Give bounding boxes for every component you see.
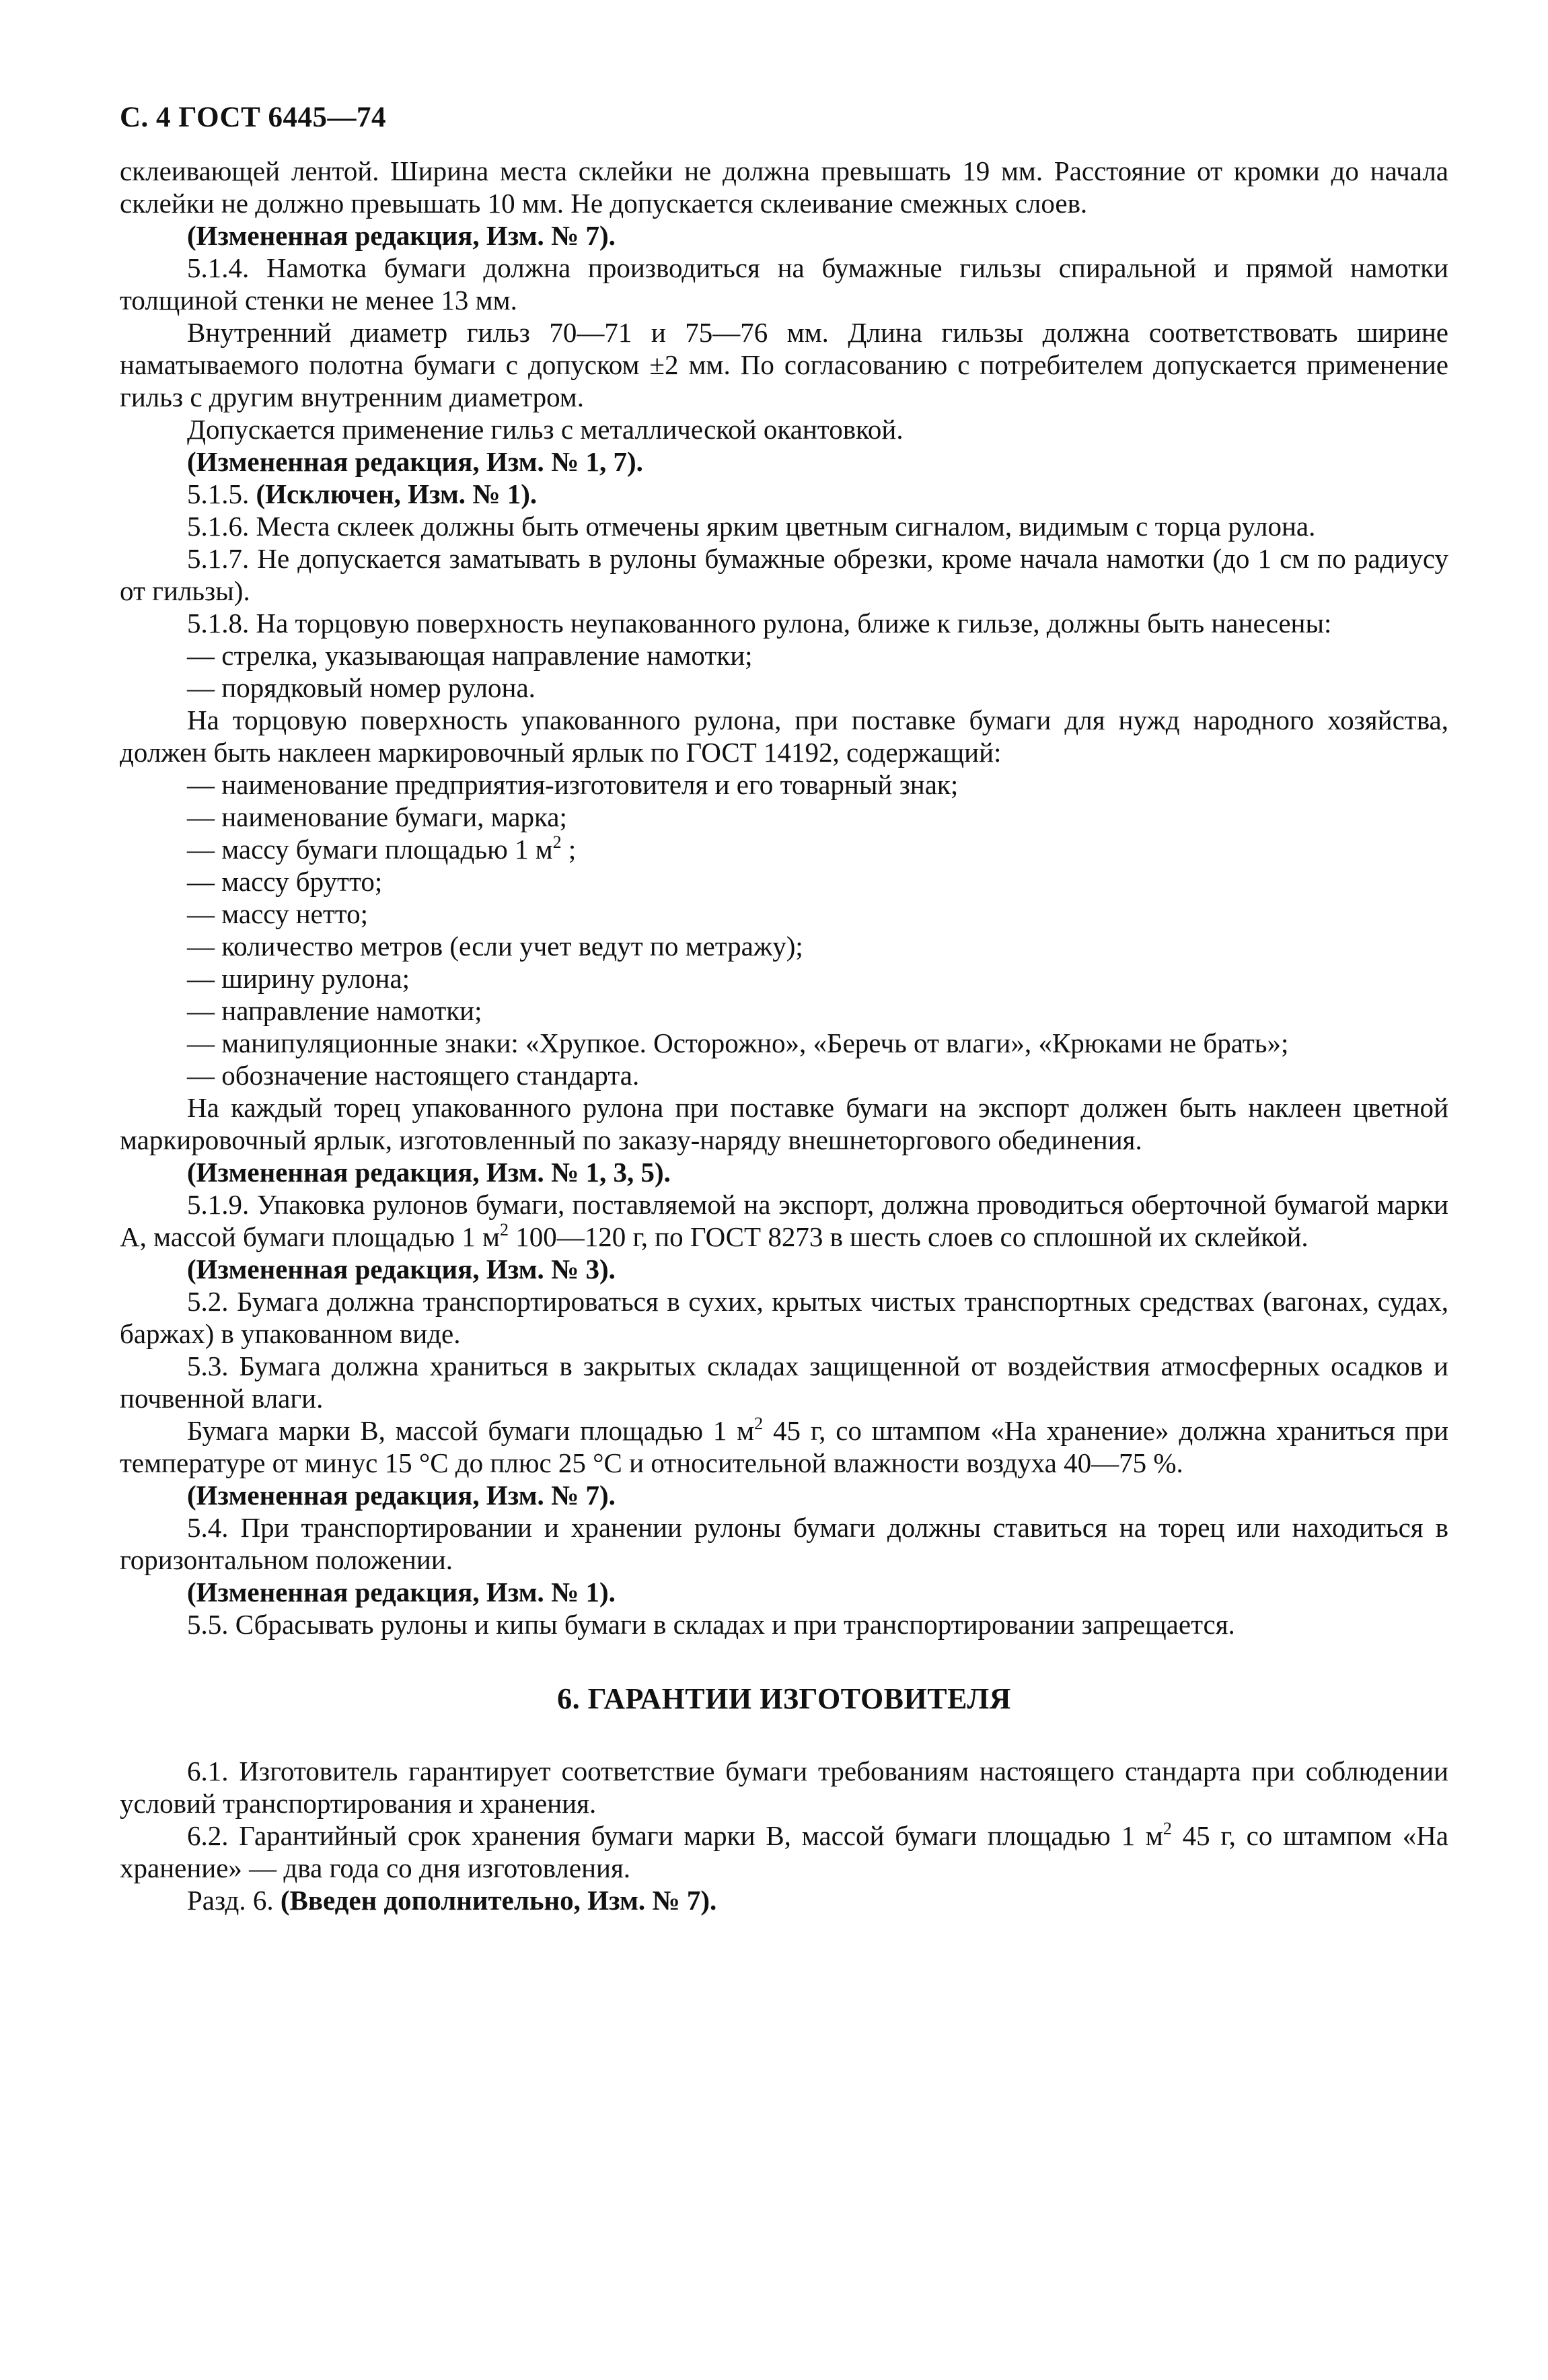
paragraph-5-4: 5.4. При транспортировании и хранении рулоны бумаги должны ставиться на торец или находиться в горизонтальном положении.: [120, 1512, 1448, 1575]
paragraph-text: Бумага марки В, массой бумаги площадью 1 м: [187, 1415, 755, 1446]
paragraph-text: 6.2. Гарантийный срок хранения бумаги марки В, массой бумаги площадью 1 м: [187, 1820, 1163, 1851]
paragraph-continuation: склеивающей лентой. Ширина места склейки не должна превышать 19 мм. Расстояние от кромки до начала склейки не должно превышать 10 мм. Не допускается склеивание смежных слоев.: [120, 155, 1448, 219]
dash-text: ;: [561, 834, 577, 865]
dash-list-item: — обозначение настоящего стандарта.: [187, 1060, 640, 1091]
clause-number: 5.1.5.: [187, 478, 250, 509]
edition-note: (Измененная редакция, Изм. № 1, 3, 5).: [187, 1157, 671, 1188]
edition-note: (Измененная редакция, Изм. № 3).: [187, 1254, 616, 1285]
paragraph-5-5: 5.5. Сбрасывать рулоны и кипы бумаги в складах и при транспортировании запрещается.: [187, 1609, 1235, 1640]
paragraph-5-1-8-export: На каждый торец упакованного рулона при поставке бумаги на экспорт должен быть наклеен цветной маркировочный ярлык, изготовленный по заказу-наряду внешнеторгового обединения.: [120, 1092, 1448, 1155]
dash-text: — массу бумаги площадью 1 м: [187, 834, 553, 865]
dash-list-item: — стрелка, указывающая направление намотки;: [187, 640, 753, 671]
document-page: [120, 101, 1448, 1916]
paragraph-5-1-9: [120, 1188, 1448, 1253]
paragraph-5-1-7: 5.1.7. Не допускается заматывать в рулоны бумажные обрезки, кроме начала намотки (до 1 см по радиусу от гильзы).: [120, 543, 1448, 606]
section-6-title: 6. ГАРАНТИИ ИЗГОТОВИТЕЛЯ: [557, 1682, 1011, 1715]
superscript: 2: [500, 1220, 509, 1239]
paragraph-5-1-4-metal-edging: Допускается применение гильз с металлической окантовкой.: [187, 414, 904, 445]
paragraph-text: 45 г, со штампом «На хранение» должна храниться при температуре от минус 15 °С до плюс 25 °С и относительной влажности воздуха 40—75 %.: [120, 1415, 1449, 1478]
dash-list-item: — порядковый номер рулона.: [187, 672, 536, 703]
superscript: 2: [754, 1414, 764, 1433]
paragraph-5-1-4-inner-diameter: Внутренний диаметр гильз 70—71 и 75—76 мм. Длина гильзы должна соответствовать ширине наматываемого полотна бумаги с допуском ±2 мм. По согласованию с потребителем допускается применение гильз с другим внутренним диаметром.: [120, 317, 1448, 412]
dash-list-item: — наименование бумаги, марка;: [187, 801, 567, 832]
section-6-note: [120, 1884, 1448, 1916]
dash-list-item: — массу брутто;: [187, 866, 383, 897]
paragraph-5-1-6: 5.1.6. Места склеек должны быть отмечены ярким цветным сигналом, видимым с торца рулона.: [187, 511, 1316, 542]
paragraph-5-3: 5.3. Бумага должна храниться в закрытых складах защищенной от воздействия атмосферных осадков и почвенной влаги.: [120, 1350, 1448, 1414]
dash-list-item: — ширину рулона;: [187, 963, 410, 994]
introduced-note: (Введен дополнительно, Изм. № 7).: [280, 1885, 717, 1916]
section-ref: Разд. 6.: [187, 1885, 274, 1916]
edition-note: (Измененная редакция, Изм. № 7).: [187, 1480, 616, 1511]
dash-list-item: — массу нетто;: [187, 898, 369, 929]
superscript: 2: [552, 832, 562, 852]
paragraph-5-2: 5.2. Бумага должна транспортироваться в сухих, крытых чистых транспортных средствах (вагонах, судах, баржах) в упакованном виде.: [120, 1286, 1448, 1349]
dash-list-item: — манипуляционные знаки: «Хрупкое. Осторожно», «Беречь от влаги», «Крюками не брать»;: [187, 1027, 1289, 1058]
paragraph-6-2: [120, 1819, 1448, 1884]
paragraph-text: 45 г, со штампом «На хранение» — два года со дня изготовления.: [120, 1820, 1449, 1883]
paragraph-5-3-storage: [120, 1414, 1448, 1479]
dash-list-item: — направление намотки;: [187, 995, 482, 1026]
paragraph-6-1: 6.1. Изготовитель гарантирует соответствие бумаги требованиям настоящего стандарта при соблюдении условий транспортирования и хранения.: [120, 1756, 1448, 1819]
paragraph-text: 100—120 г, по ГОСТ 8273 в шесть слоев со сплошной их склейкой.: [509, 1221, 1309, 1252]
edition-note: (Измененная редакция, Изм. № 1, 7).: [187, 446, 643, 477]
paragraph-5-1-4: 5.1.4. Намотка бумаги должна производиться на бумажные гильзы спиральной и прямой намотки толщиной стенки не менее 13 мм.: [120, 252, 1448, 316]
paragraph-text: 5.1.9. Упаковка рулонов бумаги, поставляемой на экспорт, должна проводиться оберточной бумагой марки А, массой бумаги площадью 1 м: [120, 1189, 1448, 1252]
excluded-note: (Исключен, Изм. № 1).: [256, 478, 538, 509]
dash-list-item: — наименование предприятия-изготовителя и его товарный знак;: [187, 769, 959, 800]
superscript: 2: [1163, 1819, 1172, 1838]
page-header: С. 4 ГОСТ 6445—74: [120, 102, 387, 133]
dash-list-item: — количество метров (если учет ведут по метражу);: [187, 931, 803, 962]
paragraph-5-1-8: 5.1.8. На торцовую поверхность неупакованного рулона, ближе к гильзе, должны быть нанесены:: [187, 608, 1332, 639]
edition-note: (Измененная редакция, Изм. № 7).: [187, 220, 616, 251]
paragraph-5-1-5: [120, 478, 1448, 510]
dash-list-item: [120, 833, 1448, 865]
edition-note: (Измененная редакция, Изм. № 1).: [187, 1577, 616, 1608]
paragraph-5-1-8-label: На торцовую поверхность упакованного рулона, при поставке бумаги для нужд народного хозяйства, должен быть наклеен маркировочный ярлык по ГОСТ 14192, содержащий:: [120, 705, 1448, 768]
